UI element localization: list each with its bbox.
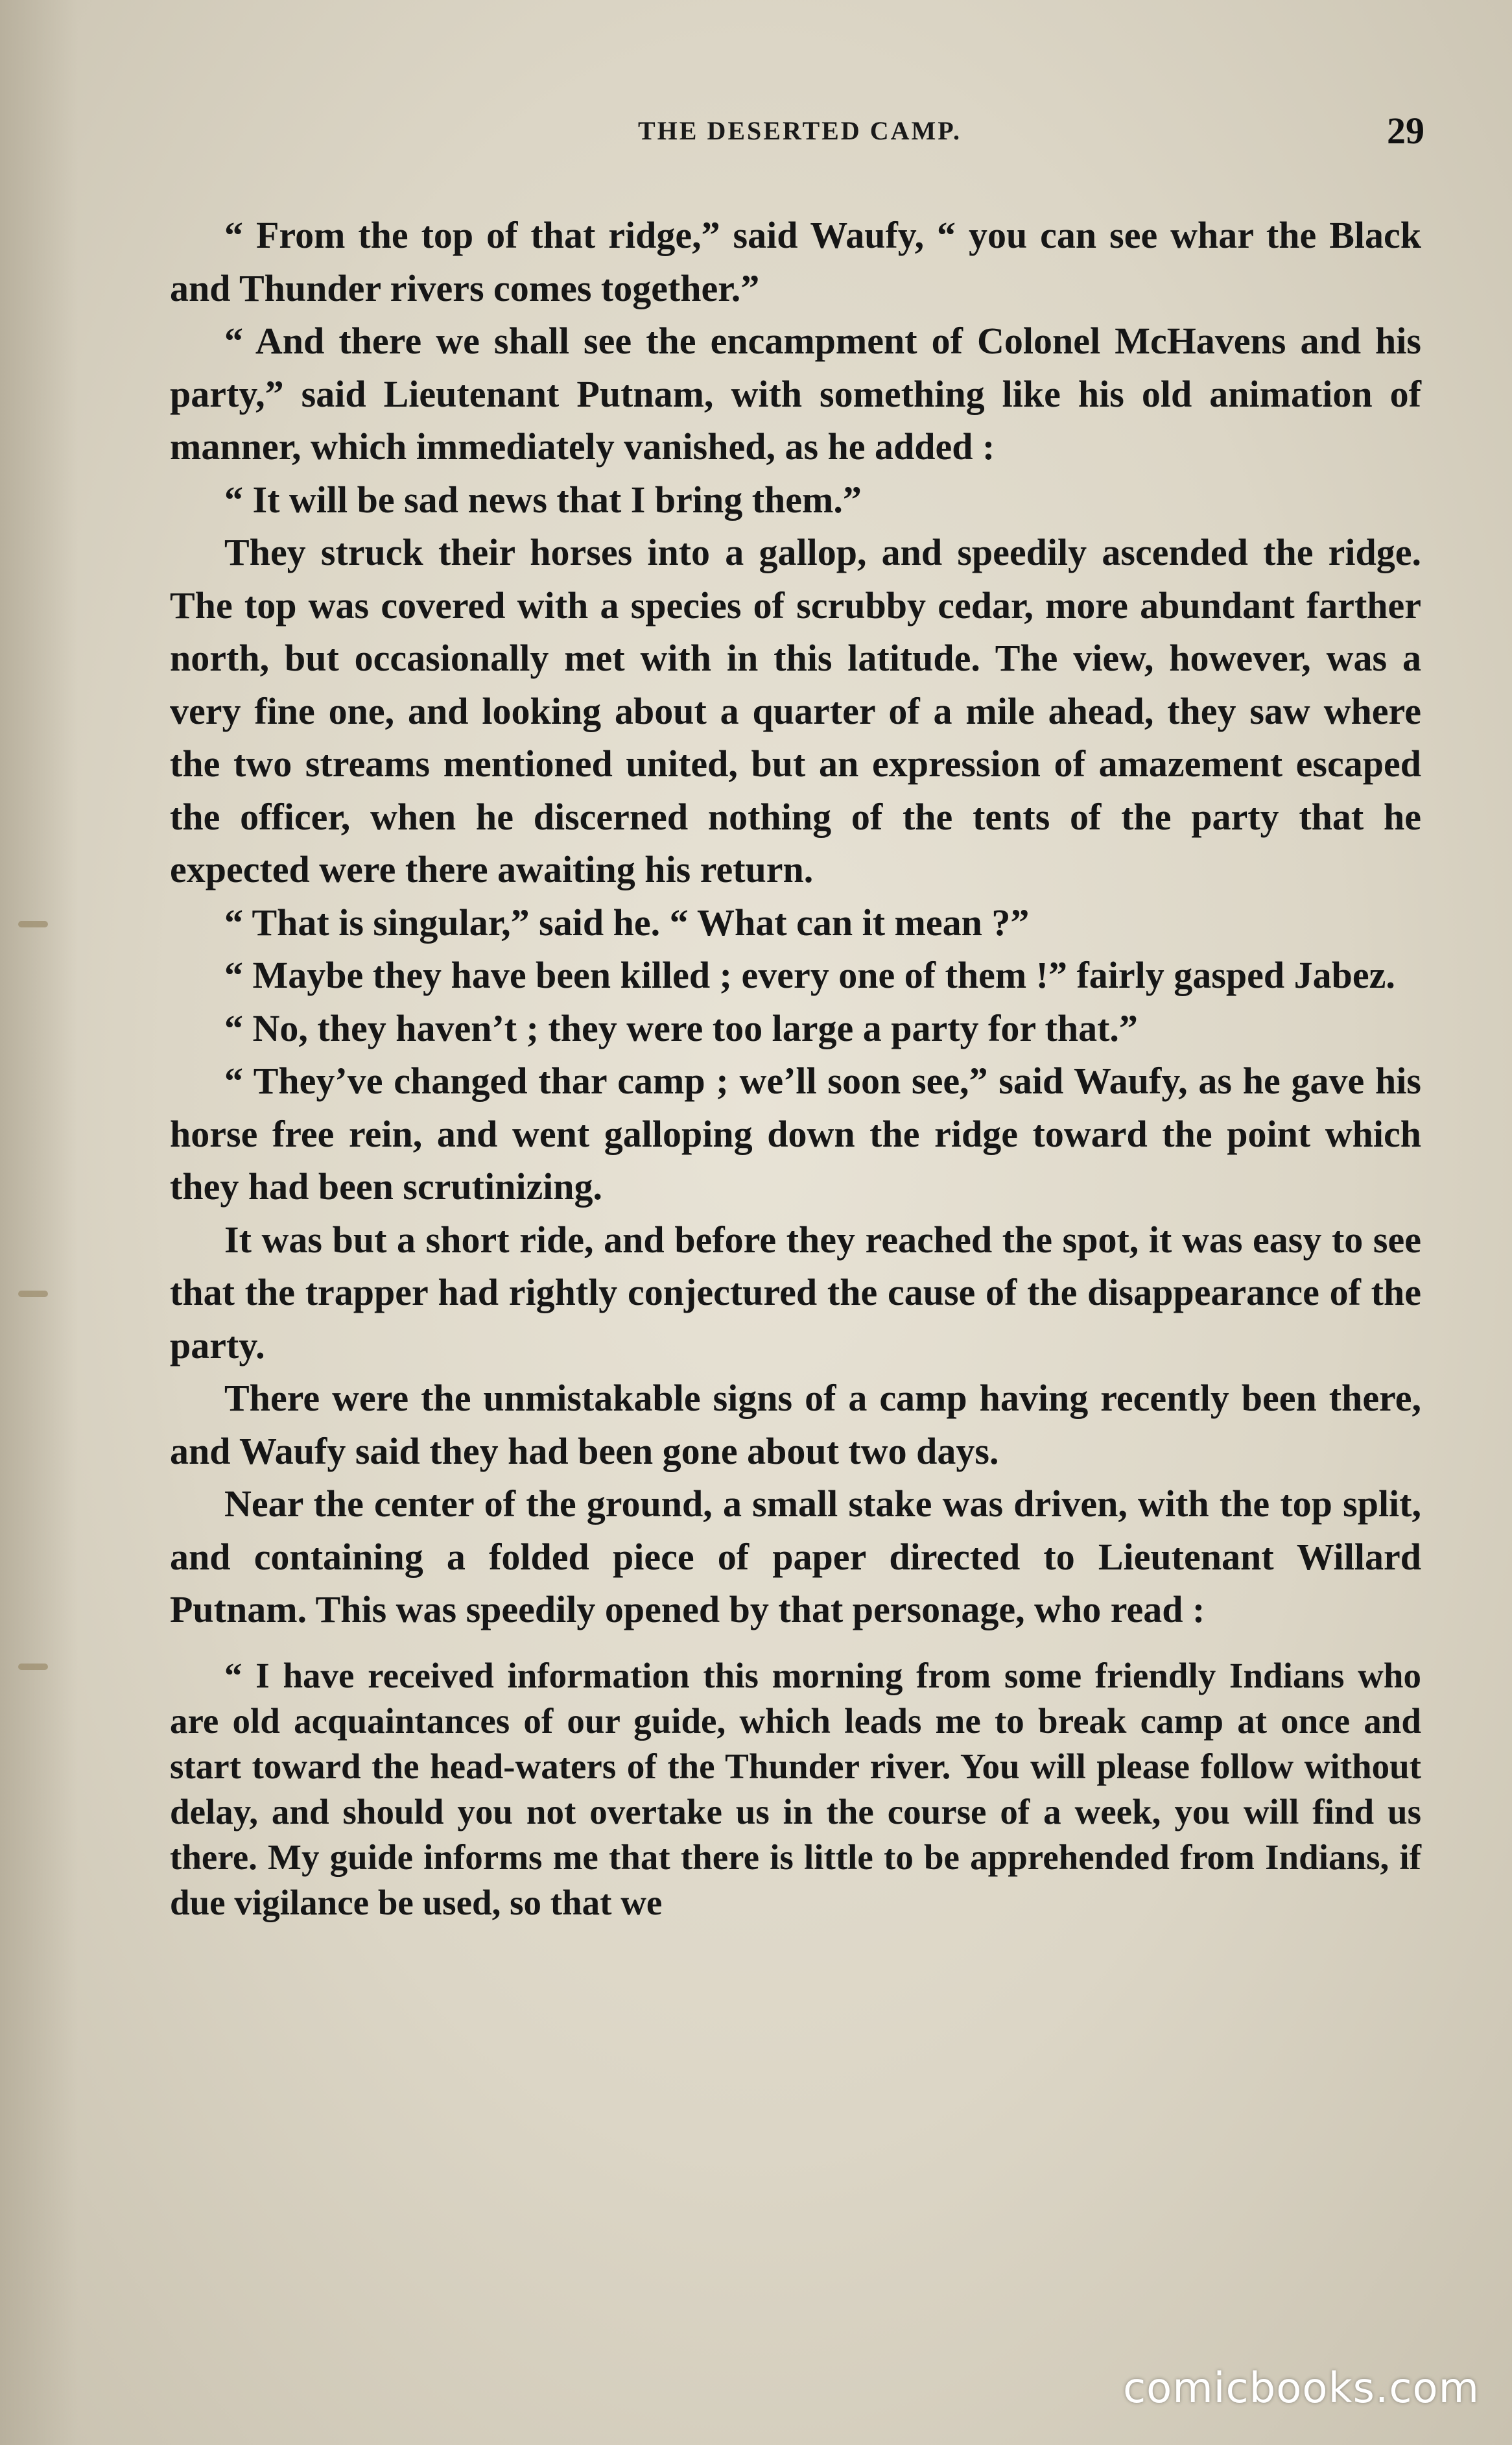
spine-shadow bbox=[0, 0, 78, 2445]
binding-mark bbox=[18, 1664, 48, 1670]
watermark: comicbooks.com bbox=[1122, 2365, 1480, 2413]
binding-mark bbox=[18, 1291, 48, 1297]
paragraph: “ It will be sad news that I bring them.” bbox=[224, 478, 862, 521]
paragraph: They struck their horses into a gallop, and speedily ascended the ridge. The top was covered with a species of scrubby cedar, more abundant farther north, but occasionally met with in this latitude. The view, however, was a very fine one, and looking about a quarter of a mile ahead, they saw where the two streams mentioned united, but an expression of amazement escaped the officer, when he discerned nothing of the tents of the party that he expected were there awaiting his return. bbox=[170, 531, 1421, 890]
running-head: THE DESERTED CAMP. bbox=[638, 116, 962, 145]
paragraph: There were the unmistakable signs of a camp having recently been there, and Waufy said they had been gone about two days. bbox=[170, 1377, 1421, 1472]
paragraph: It was but a short ride, and before they reached the spot, it was easy to see that the trapper had rightly conjectured the cause of the disappearance of the party. bbox=[170, 1218, 1421, 1366]
paragraph: Near the center of the ground, a small stake was driven, with the top split, and containing a folded piece of paper directed to Lieutenant Willard Putnam. This was speedily opened by that personage, who read : bbox=[170, 1483, 1421, 1630]
body-text bbox=[170, 209, 1421, 1926]
paragraph: “ No, they haven’t ; they were too large a party for that.” bbox=[224, 1007, 1138, 1049]
paragraph: “ And there we shall see the encampment of Colonel McHavens and his party,” said Lieutenant Putnam, with something like his old animation of manner, which immediately vanished, as he added : bbox=[170, 320, 1421, 468]
page-header bbox=[175, 110, 1424, 161]
binding-mark bbox=[18, 921, 48, 927]
paragraph: “ That is singular,” said he. “ What can it mean ?” bbox=[224, 901, 1030, 944]
paragraph: “ Maybe they have been killed ; every one of them !” fairly gasped Jabez. bbox=[224, 954, 1395, 996]
paragraph: “ They’ve changed thar camp ; we’ll soon see,” said Waufy, as he gave his horse free rein, and went galloping down the ridge toward the point which they had been scrutinizing. bbox=[170, 1060, 1421, 1208]
page-number: 29 bbox=[1387, 110, 1424, 152]
letter-quote: “ I have received information this morning from some friendly Indians who are old acquaintances of our guide, which leads me to break camp at once and start toward the head-waters of the Thunder river. You will please follow without delay, and should you not overtake us in the course of a week, you will find us there. My guide informs me that there is little to be apprehended from Indians, if due vigilance be used, so that we bbox=[170, 1655, 1421, 1922]
paragraph: “ From the top of that ridge,” said Waufy, “ you can see whar the Black and Thunder rivers comes together.” bbox=[170, 214, 1421, 309]
